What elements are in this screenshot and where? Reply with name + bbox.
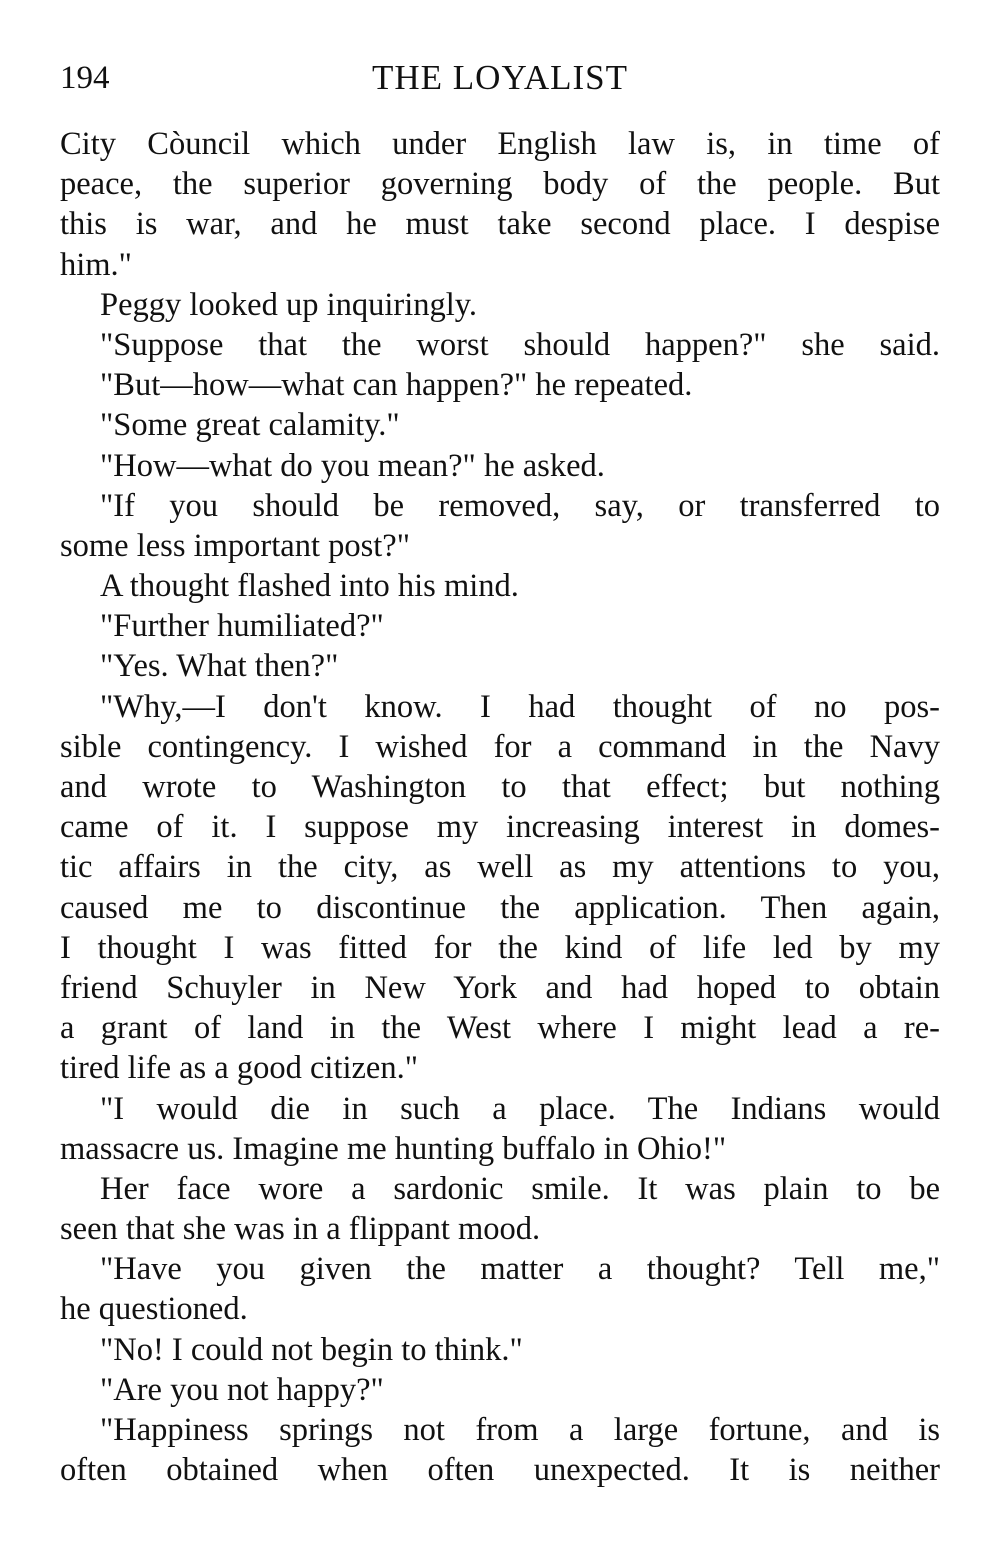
text-line: A thought flashed into his mind. [100,568,519,605]
text-line: him." [60,246,132,283]
text-line: "No! I could not begin to think." [100,1331,523,1368]
text-line: he questioned. [60,1291,248,1328]
text-line: "Have you given the matter a thought? Tell me," [100,1251,940,1288]
text-line: and wrote to Washington to that effect; but nothing [60,769,940,805]
text-line: tired life as a good citizen." [60,1050,418,1087]
running-head: THE LOYALIST [372,58,628,97]
text-line: Peggy looked up inquiringly. [100,286,478,323]
body-text [60,124,940,1490]
text-line: some less important post?" [60,527,410,564]
text-line: Her face wore a sardonic smile. It was plain to be [100,1170,940,1207]
text-line: City Còuncil which under English law is, in time of [60,126,940,162]
text-line: sible contingency. I wished for a command in the Navy [60,728,940,765]
text-line: "If you should be removed, say, or transferred to [100,487,940,524]
text-line: this is war, and he must take second place. I despise [60,206,940,243]
text-line: tic affairs in the city, as well as my attentions to you, [60,849,940,886]
text-line: peace, the superior governing body of the people. But [60,166,940,203]
text-line: "Happiness springs not from a large fortune, and is [100,1412,940,1448]
text-line: "Yes. What then?" [100,648,339,685]
text-line: massacre us. Imagine me hunting buffalo in Ohio!" [60,1130,727,1167]
page-number: 194 [60,60,110,96]
text-line: seen that she was in a flippant mood. [60,1211,541,1248]
text-line: "How—what do you mean?" he asked. [100,447,605,484]
text-line: caused me to discontinue the application. Then again, [60,889,940,926]
text-line: I thought I was fitted for the kind of life led by my [60,929,940,966]
text-line: came of it. I suppose my increasing interest in domes- [60,809,940,846]
text-line: "Suppose that the worst should happen?" she said. [100,326,940,363]
text-line: friend Schuyler in New York and had hoped to obtain [60,969,940,1006]
text-line: a grant of land in the West where I might lead a re- [60,1010,940,1047]
text-line: "Are you not happy?" [100,1371,384,1408]
text-line: often obtained when often unexpected. It is neither [60,1452,940,1489]
text-line: "Why,—I don't know. I had thought of no pos- [100,688,940,725]
text-line: "But—how—what can happen?" he repeated. [100,367,693,404]
page-header [60,56,940,100]
text-line: "Some great calamity." [100,407,400,444]
text-line: "I would die in such a place. The Indians would [100,1090,940,1127]
text-line: "Further humiliated?" [100,608,384,645]
